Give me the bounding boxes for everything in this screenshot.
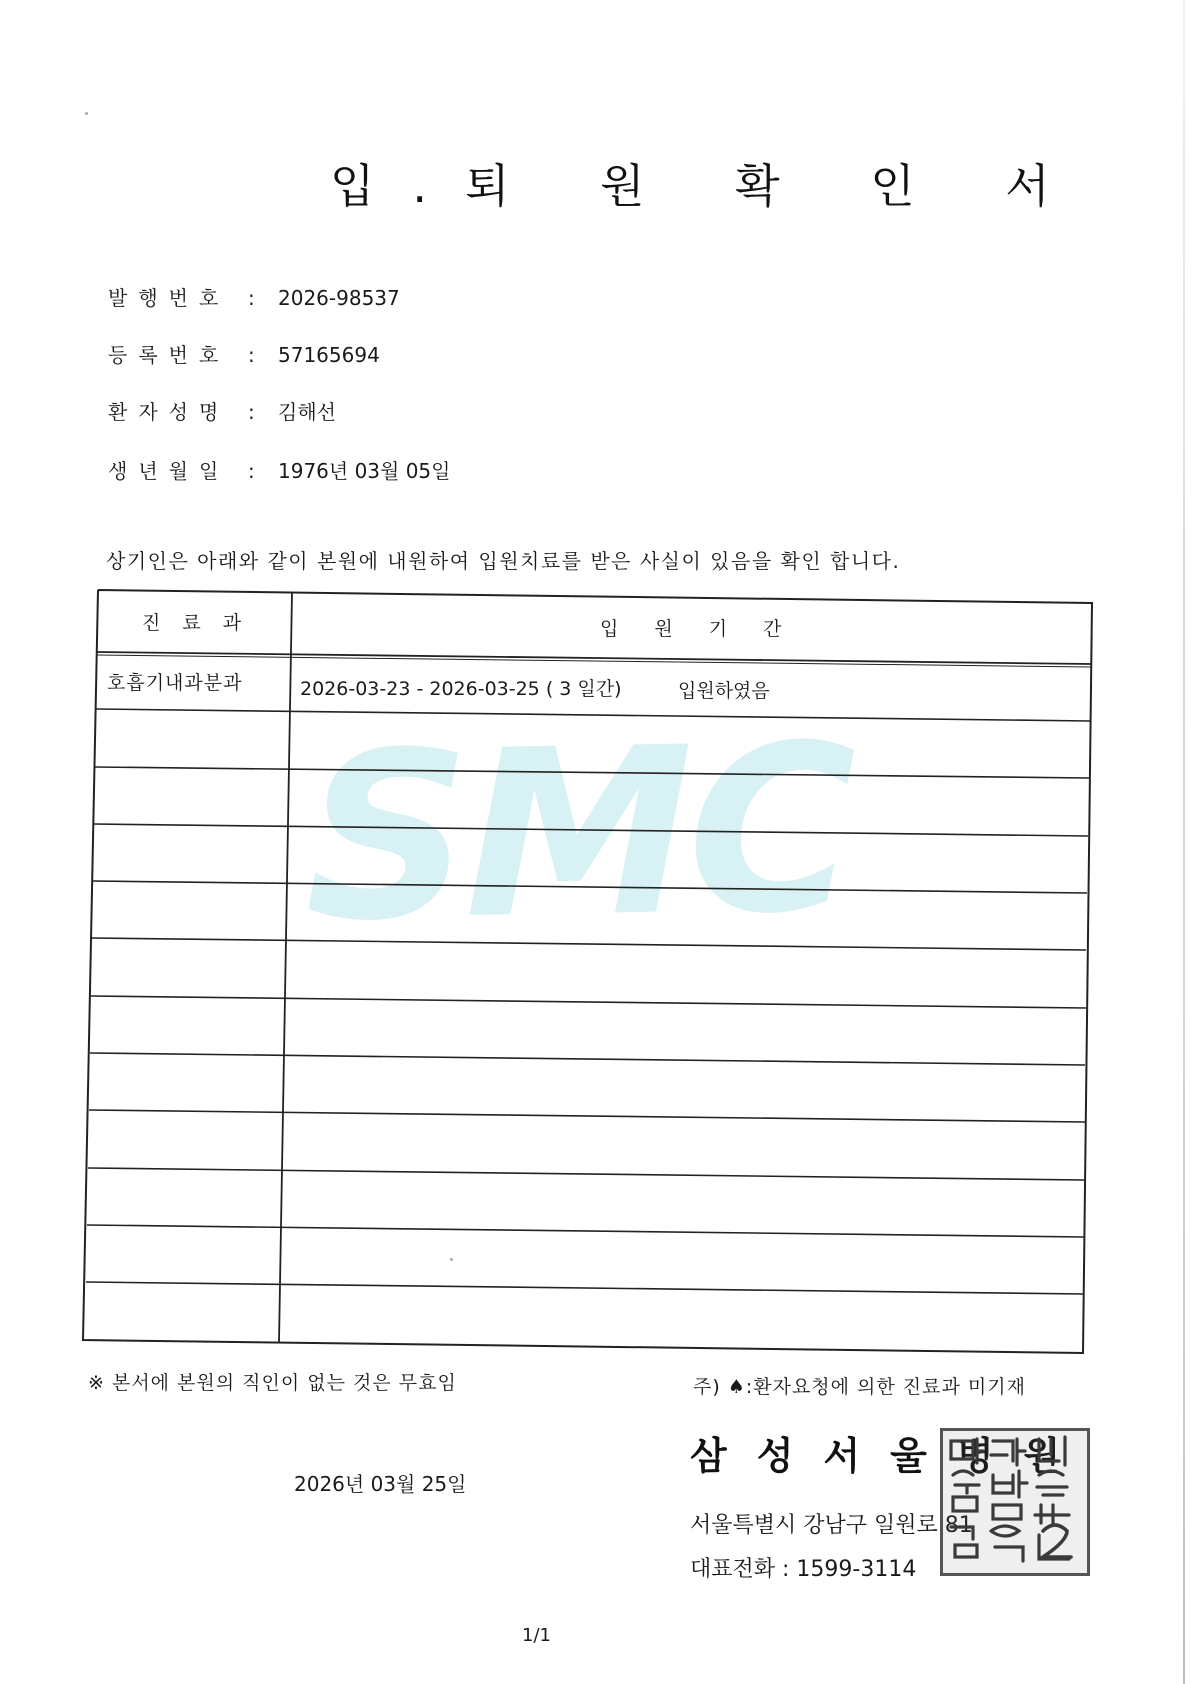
field-value: 1976년 03월 05일 [278,459,451,483]
table-cell-period: 2026-03-23 - 2026-03-25 ( 3 일간) [300,678,622,700]
hospital-watermark: SMC [305,696,851,973]
scan-speck [85,112,88,115]
table-cell-status: 입원하였음 [678,680,770,702]
field-label: 발행번호 [108,286,230,310]
table-cell-department: 호흡기내과분과 [107,672,243,694]
official-seal-stamp [940,1428,1090,1576]
hospital-address: 서울특별시 강남구 일원로 81 [690,1513,973,1538]
field-label: 환자성명 [108,400,230,424]
table-header-department: 진료과 [142,612,264,634]
field-colon: : [248,459,255,483]
validity-note: ※ 본서에 본원의 직인이 없는 것은 무효임 [88,1372,457,1394]
page-number: 1/1 [522,1625,551,1646]
field-value: 57165694 [278,343,380,367]
scan-speck [450,1258,453,1261]
confirmation-statement: 상기인은 아래와 같이 본원에 내원하여 입원치료를 받은 사실이 있음을 확인 합니다. [106,549,901,573]
field-value: 김해선 [278,400,336,424]
issue-date: 2026년 03월 25일 [294,1472,467,1496]
field-colon: : [248,400,255,424]
field-value: 2026-98537 [278,286,400,310]
seal-glyphs [943,1431,1087,1573]
field-label: 등록번호 [108,343,230,367]
hospital-phone: 대표전화 : 1599-3114 [690,1557,917,1582]
field-colon: : [248,286,255,310]
field-colon: : [248,343,255,367]
document-title: 입.퇴 원 확 인 서 [330,159,1088,213]
hospital-name: 삼성서울병원 [690,1434,1091,1478]
table-header-period: 입원기간 [600,618,818,640]
field-label: 생년월일 [108,459,230,483]
department-note: 주) ♠:환자요청에 의한 진료과 미기재 [693,1376,1026,1398]
